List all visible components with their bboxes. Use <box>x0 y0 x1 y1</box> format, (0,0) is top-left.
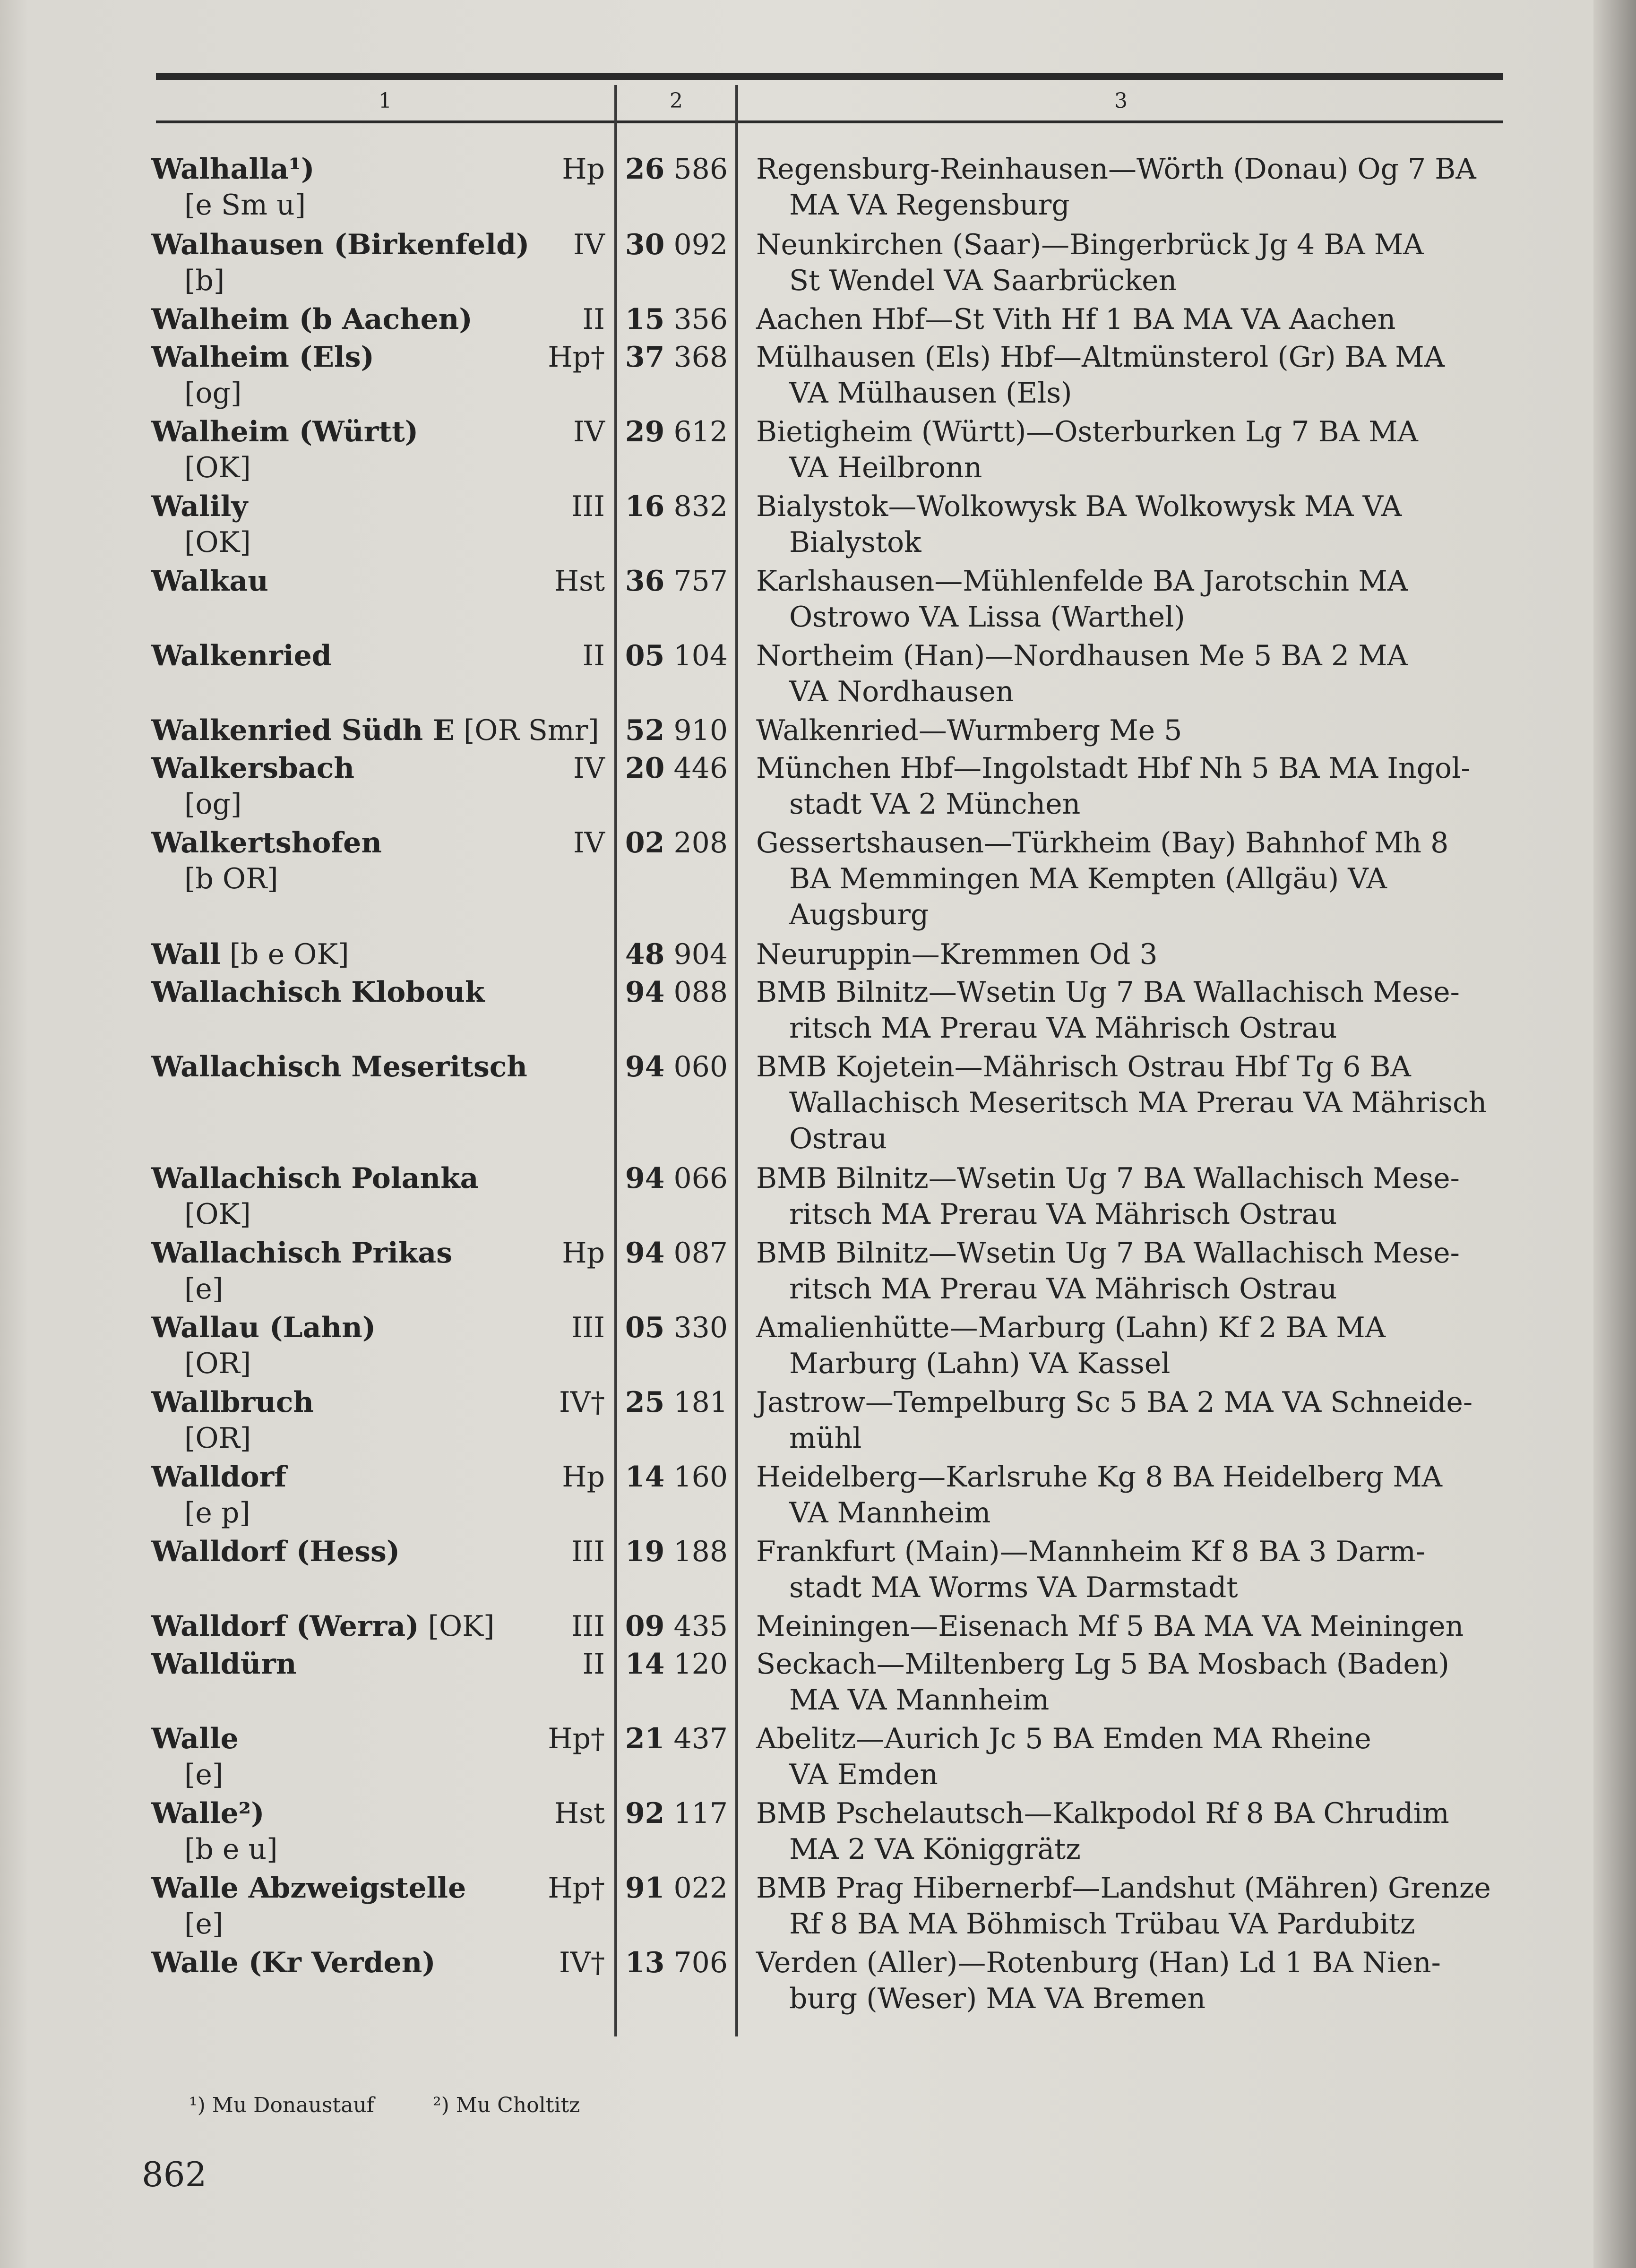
station-cell <box>151 151 605 223</box>
route-cell <box>756 1796 1512 1867</box>
route-line-2: BA Memmingen MA Kempten (Allgäu) VA <box>789 862 1387 895</box>
route-cell <box>756 151 1512 223</box>
code-suffix: 910 <box>673 714 728 747</box>
station-code <box>619 339 728 375</box>
station-name: Walldorf (Werra) <box>151 1610 419 1643</box>
table-top-rule <box>156 73 1503 80</box>
code-prefix: 29 <box>625 415 665 448</box>
route-cell <box>756 563 1512 635</box>
code-suffix: 104 <box>673 639 728 672</box>
code-prefix: 94 <box>625 1050 665 1083</box>
station-class: Hp† <box>548 1872 605 1905</box>
station-name: Walily <box>151 490 248 523</box>
code-suffix: 181 <box>673 1386 728 1419</box>
station-cell <box>151 1796 605 1867</box>
route-line-2: VA Nordhausen <box>789 675 1014 708</box>
station-code <box>619 638 728 674</box>
code-prefix: 26 <box>625 153 665 186</box>
station-code <box>619 151 728 187</box>
station-name: Wall <box>151 938 221 971</box>
station-sub: [e] <box>184 1907 224 1941</box>
station-cell <box>151 1049 605 1085</box>
route-line-1: Amalienhütte—Marburg (Lahn) Kf 2 BA MA <box>756 1311 1386 1344</box>
station-name: Wallachisch Polanka <box>151 1162 479 1195</box>
code-suffix: 188 <box>673 1535 728 1568</box>
route-line-1: München Hbf—Ingolstadt Hbf Nh 5 BA MA Ingol- <box>756 752 1471 785</box>
route-cell <box>756 414 1512 486</box>
station-name: Walkertshofen <box>151 826 382 859</box>
code-prefix: 94 <box>625 1237 665 1270</box>
code-prefix: 19 <box>625 1535 665 1568</box>
route-line-2: Wallachisch Meseritsch MA Prerau VA Mährisch <box>789 1086 1487 1119</box>
code-suffix: 120 <box>673 1648 728 1681</box>
route-cell <box>756 638 1512 710</box>
route-line-1: BMB Prag Hibernerbf—Landshut (Mähren) Grenze <box>756 1872 1491 1905</box>
station-cell <box>151 1310 605 1382</box>
route-line-1: Neuruppin—Kremmen Od 3 <box>756 938 1158 971</box>
code-prefix: 30 <box>625 228 665 261</box>
route-line-1: Bietigheim (Württ)—Osterburken Lg 7 BA MA <box>756 415 1418 448</box>
code-suffix: 446 <box>673 752 728 785</box>
route-line-1: BMB Pschelautsch—Kalkpodol Rf 8 BA Chrudim <box>756 1797 1449 1830</box>
code-prefix: 92 <box>625 1797 665 1830</box>
station-code <box>619 1646 728 1682</box>
station-class: II <box>582 303 605 336</box>
code-prefix: 15 <box>625 303 665 336</box>
code-prefix: 05 <box>625 639 665 672</box>
route-line-2: stadt MA Worms VA Darmstadt <box>789 1571 1238 1604</box>
station-code <box>619 974 728 1010</box>
station-code <box>619 1945 728 1981</box>
route-line-2: ritsch MA Prerau VA Mährisch Ostrau <box>789 1198 1337 1231</box>
page-number: 862 <box>142 2155 207 2194</box>
station-cell <box>151 1870 605 1942</box>
route-cell <box>756 1870 1512 1942</box>
station-sub: [e] <box>184 1758 224 1791</box>
route-line-2: MA VA Regensburg <box>789 189 1070 222</box>
page-edge <box>1593 0 1636 2268</box>
route-line-1: Frankfurt (Main)—Mannheim Kf 8 BA 3 Darm- <box>756 1535 1426 1568</box>
station-name: Walkenried <box>151 639 332 672</box>
station-name: Walheim (Els) <box>151 341 374 374</box>
code-prefix: 36 <box>625 565 665 598</box>
route-line-2: Ostrowo VA Lissa (Warthel) <box>789 601 1185 634</box>
route-cell <box>756 1945 1512 2017</box>
station-code <box>619 1310 728 1346</box>
route-line-1: Verden (Aller)—Rotenburg (Han) Ld 1 BA Nien- <box>756 1946 1441 1979</box>
code-prefix: 52 <box>625 714 665 747</box>
route-cell <box>756 227 1512 299</box>
station-class: Hst <box>554 1797 605 1830</box>
station-sub: [OK] <box>184 526 251 559</box>
station-sub: [e Sm u] <box>184 189 306 222</box>
route-line-2: ritsch MA Prerau VA Mährisch Ostrau <box>789 1012 1337 1045</box>
code-suffix: 022 <box>673 1872 728 1905</box>
route-line-1: Karlshausen—Mühlenfelde BA Jarotschin MA <box>756 565 1408 598</box>
column-header-2: 2 <box>670 88 683 113</box>
station-cell <box>151 1459 605 1531</box>
route-line-1: Regensburg-Reinhausen—Wörth (Donau) Og 7 BA <box>756 153 1476 186</box>
route-cell <box>756 1534 1512 1606</box>
station-code <box>619 301 728 337</box>
station-name: Walkersbach <box>151 752 354 785</box>
station-cell <box>151 1534 605 1570</box>
code-prefix: 94 <box>625 1162 665 1195</box>
code-prefix: 48 <box>625 938 665 971</box>
code-prefix: 20 <box>625 752 665 785</box>
route-line-1: Mülhausen (Els) Hbf—Altmünsterol (Gr) BA MA <box>756 341 1445 374</box>
code-suffix: 066 <box>673 1162 728 1195</box>
station-sub: [og] <box>184 788 242 821</box>
route-line-1: Bialystok—Wolkowysk BA Wolkowysk MA VA <box>756 490 1402 523</box>
route-cell <box>756 489 1512 560</box>
station-cell <box>151 563 605 599</box>
code-prefix: 25 <box>625 1386 665 1419</box>
footnotes <box>189 2093 632 2117</box>
route-cell <box>756 1310 1512 1382</box>
route-cell <box>756 750 1512 822</box>
route-cell <box>756 1049 1512 1157</box>
station-name: Walkau <box>151 565 268 598</box>
code-suffix: 087 <box>673 1237 728 1270</box>
station-cell <box>151 750 605 822</box>
station-class: IV <box>573 228 605 261</box>
code-prefix: 14 <box>625 1648 665 1681</box>
station-code <box>619 1384 728 1420</box>
route-line-2: MA 2 VA Königgrätz <box>789 1833 1081 1866</box>
station-suffix: [OR Smr] <box>454 714 599 747</box>
station-name: Walldorf <box>151 1460 287 1494</box>
footnote-2: ²) Mu Choltitz <box>432 2093 580 2117</box>
station-code <box>619 1049 728 1085</box>
station-class: IV† <box>559 1946 605 1979</box>
route-line-2: burg (Weser) MA VA Bremen <box>789 1982 1206 2015</box>
route-line-2: Rf 8 BA MA Böhmisch Trübau VA Pardubitz <box>789 1907 1415 1941</box>
station-code <box>619 713 728 748</box>
station-class: IV <box>573 752 605 785</box>
station-cell <box>151 227 605 299</box>
route-line-1: Abelitz—Aurich Jc 5 BA Emden MA Rheine <box>756 1722 1371 1755</box>
code-suffix: 435 <box>673 1610 728 1643</box>
station-code <box>619 1235 728 1271</box>
station-name: Wallbruch <box>151 1386 314 1419</box>
route-line-2: VA Heilbronn <box>789 451 982 484</box>
route-line-2: stadt VA 2 München <box>789 788 1081 821</box>
station-name: Walheim (Württ) <box>151 415 419 448</box>
route-line-3: Ostrau <box>789 1122 887 1155</box>
station-code <box>619 1160 728 1196</box>
station-sub: [OR] <box>184 1422 251 1455</box>
station-name: Wallachisch Prikas <box>151 1237 453 1270</box>
station-cell <box>151 1945 605 1981</box>
station-class: Hp <box>562 1237 605 1270</box>
station-code <box>619 1459 728 1495</box>
column-header-3: 3 <box>1114 88 1128 113</box>
station-name: Walle <box>151 1722 239 1755</box>
code-suffix: 356 <box>673 303 728 336</box>
column-divider-1 <box>614 85 617 2036</box>
station-sub: [OK] <box>184 451 251 484</box>
route-cell <box>756 1459 1512 1531</box>
station-cell <box>151 936 605 972</box>
station-code <box>619 1870 728 1906</box>
route-cell <box>756 1160 1512 1232</box>
code-suffix: 904 <box>673 938 728 971</box>
station-name: Wallachisch Meseritsch <box>151 1050 527 1083</box>
station-name: Walle Abzweigstelle <box>151 1872 466 1905</box>
route-line-2: VA Mannheim <box>789 1496 991 1529</box>
route-cell <box>756 1384 1512 1456</box>
code-suffix: 757 <box>673 565 728 598</box>
code-prefix: 21 <box>625 1722 665 1755</box>
route-cell <box>756 825 1512 933</box>
code-suffix: 160 <box>673 1460 728 1494</box>
station-class: III <box>571 1535 605 1568</box>
code-suffix: 330 <box>673 1311 728 1344</box>
route-line-1: BMB Kojetein—Mährisch Ostrau Hbf Tg 6 BA <box>756 1050 1411 1083</box>
station-name: Walheim (b Aachen) <box>151 303 473 336</box>
station-name: Walldorf (Hess) <box>151 1535 400 1568</box>
code-prefix: 05 <box>625 1311 665 1344</box>
station-name: Walhalla¹) <box>151 153 315 186</box>
code-prefix: 37 <box>625 341 665 374</box>
station-code <box>619 1534 728 1570</box>
code-suffix: 586 <box>673 153 728 186</box>
station-cell <box>151 1646 605 1682</box>
station-code <box>619 489 728 524</box>
route-cell <box>756 936 1512 972</box>
code-prefix: 09 <box>625 1610 665 1643</box>
station-cell <box>151 713 605 748</box>
station-name: Walhausen (Birkenfeld) <box>151 228 530 261</box>
station-sub: [OR] <box>184 1347 251 1380</box>
route-line-2: Bialystok <box>789 526 921 559</box>
station-sub: [b e u] <box>184 1833 278 1866</box>
station-name: Walldürn <box>151 1648 297 1681</box>
station-suffix: [OK] <box>419 1610 495 1643</box>
route-cell <box>756 1721 1512 1793</box>
footnote-1: ¹) Mu Donaustauf <box>189 2093 374 2117</box>
code-suffix: 088 <box>673 976 728 1009</box>
code-suffix: 832 <box>673 490 728 523</box>
code-prefix: 91 <box>625 1872 665 1905</box>
station-class: IV <box>573 415 605 448</box>
station-sub: [e] <box>184 1272 224 1306</box>
code-prefix: 14 <box>625 1460 665 1494</box>
route-line-1: Meiningen—Eisenach Mf 5 BA MA VA Meiningen <box>756 1610 1464 1643</box>
route-line-3: Augsburg <box>789 898 929 931</box>
station-code <box>619 414 728 450</box>
station-cell <box>151 489 605 560</box>
station-sub: [b] <box>184 264 225 297</box>
station-cell <box>151 1235 605 1307</box>
code-suffix: 368 <box>673 341 728 374</box>
station-cell <box>151 301 605 337</box>
code-suffix: 060 <box>673 1050 728 1083</box>
station-class: III <box>571 1311 605 1344</box>
code-prefix: 94 <box>625 976 665 1009</box>
station-class: Hst <box>554 565 605 598</box>
route-line-1: Gessertshausen—Türkheim (Bay) Bahnhof Mh 8 <box>756 826 1449 859</box>
route-line-1: Northeim (Han)—Nordhausen Me 5 BA 2 MA <box>756 639 1408 672</box>
station-name: Wallachisch Klobouk <box>151 976 485 1009</box>
station-name: Walle (Kr Verden) <box>151 1946 436 1979</box>
route-line-1: Jastrow—Tempelburg Sc 5 BA 2 MA VA Schneide- <box>756 1386 1473 1419</box>
station-cell <box>151 638 605 674</box>
route-line-2: St Wendel VA Saarbrücken <box>789 264 1177 297</box>
station-code <box>619 1608 728 1644</box>
code-prefix: 16 <box>625 490 665 523</box>
station-class: Hp <box>562 1460 605 1494</box>
route-cell <box>756 1646 1512 1718</box>
route-line-1: Neunkirchen (Saar)—Bingerbrück Jg 4 BA MA <box>756 228 1424 261</box>
station-class: Hp† <box>548 341 605 374</box>
route-line-1: BMB Bilnitz—Wsetin Ug 7 BA Wallachisch Mese- <box>756 1162 1460 1195</box>
station-sub: [og] <box>184 377 242 410</box>
station-cell <box>151 974 605 1010</box>
station-suffix: [b e OK] <box>220 938 349 971</box>
route-cell <box>756 974 1512 1046</box>
station-class: Hp <box>562 153 605 186</box>
route-line-2: Marburg (Lahn) VA Kassel <box>789 1347 1171 1380</box>
code-suffix: 437 <box>673 1722 728 1755</box>
station-name: Walle²) <box>151 1797 265 1830</box>
code-suffix: 208 <box>673 826 728 859</box>
route-cell <box>756 301 1512 337</box>
station-cell <box>151 1160 605 1232</box>
code-suffix: 706 <box>673 1946 728 1979</box>
station-cell <box>151 339 605 411</box>
route-cell <box>756 713 1512 748</box>
route-line-2: mühl <box>789 1422 862 1455</box>
station-cell <box>151 1384 605 1456</box>
route-cell <box>756 1235 1512 1307</box>
table-header-rule <box>156 120 1503 123</box>
code-prefix: 02 <box>625 826 665 859</box>
station-cell <box>151 1721 605 1793</box>
station-class: III <box>571 490 605 523</box>
route-line-2: MA VA Mannheim <box>789 1684 1050 1717</box>
column-header-1: 1 <box>379 88 392 113</box>
route-line-1: Aachen Hbf—St Vith Hf 1 BA MA VA Aachen <box>756 303 1396 336</box>
code-suffix: 612 <box>673 415 728 448</box>
code-suffix: 117 <box>673 1797 728 1830</box>
station-cell <box>151 414 605 486</box>
station-class: Hp† <box>548 1722 605 1755</box>
route-cell <box>756 339 1512 411</box>
station-class: IV <box>573 826 605 859</box>
station-class: III <box>571 1610 605 1643</box>
code-prefix: 13 <box>625 1946 665 1979</box>
route-line-1: Walkenried—Wurmberg Me 5 <box>756 714 1182 747</box>
station-cell <box>151 1608 605 1644</box>
station-code <box>619 563 728 599</box>
station-cell <box>151 825 605 897</box>
station-code <box>619 936 728 972</box>
column-divider-2 <box>735 85 738 2036</box>
route-line-1: Heidelberg—Karlsruhe Kg 8 BA Heidelberg MA <box>756 1460 1442 1494</box>
station-code <box>619 1796 728 1831</box>
route-line-1: BMB Bilnitz—Wsetin Ug 7 BA Wallachisch Mese- <box>756 976 1460 1009</box>
station-code <box>619 750 728 786</box>
station-name: Wallau (Lahn) <box>151 1311 376 1344</box>
station-class: II <box>582 639 605 672</box>
route-line-2: VA Emden <box>789 1758 938 1791</box>
station-name: Walkenried Südh E <box>151 714 455 747</box>
station-sub: [e p] <box>184 1496 250 1529</box>
code-suffix: 092 <box>673 228 728 261</box>
route-line-2: VA Mülhausen (Els) <box>789 377 1072 410</box>
station-class: II <box>582 1648 605 1681</box>
station-code <box>619 825 728 861</box>
route-line-2: ritsch MA Prerau VA Mährisch Ostrau <box>789 1272 1337 1306</box>
station-code <box>619 227 728 263</box>
station-class: IV† <box>559 1386 605 1419</box>
route-cell <box>756 1608 1512 1644</box>
station-code <box>619 1721 728 1757</box>
station-sub: [OK] <box>184 1198 251 1231</box>
route-line-1: Seckach—Miltenberg Lg 5 BA Mosbach (Baden) <box>756 1648 1449 1681</box>
station-sub: [b OR] <box>184 862 278 895</box>
route-line-1: BMB Bilnitz—Wsetin Ug 7 BA Wallachisch Mese- <box>756 1237 1460 1270</box>
